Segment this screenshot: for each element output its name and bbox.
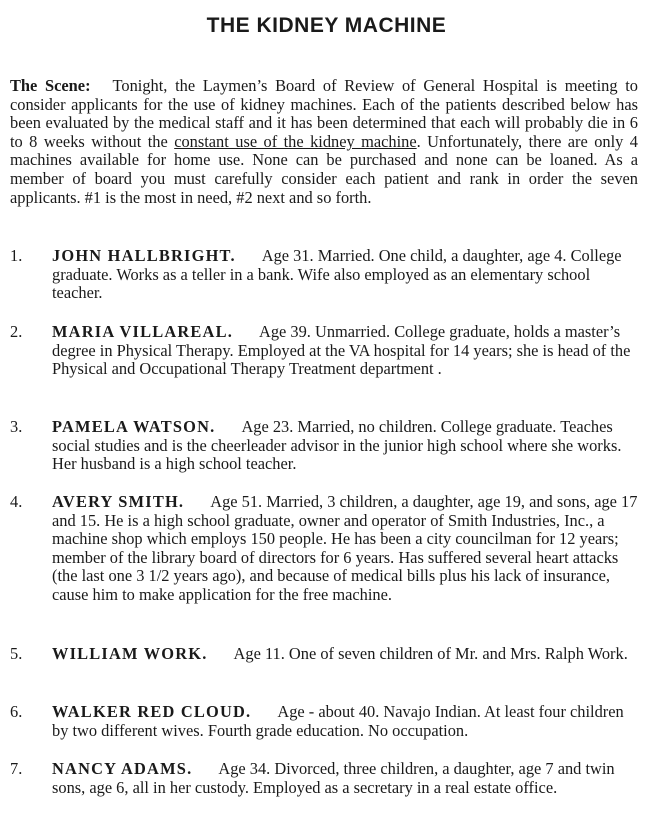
- patient-body: [52, 418, 640, 474]
- patient-description: Age 34. Divorced, three children, a daughter, age 7 and twin sons, age 6, all in her custody. Employed as a secretary in a real estate office.: [52, 759, 615, 797]
- patient-number: 3.: [10, 417, 23, 436]
- patient-description: Age 11. One of seven children of Mr. and Mrs. Ralph Work.: [233, 644, 628, 663]
- patient-body: [52, 247, 640, 303]
- patient-description: Age - about 40. Navajo Indian. At least four children by two different wives. Fourth grade education. No occupation.: [52, 702, 624, 740]
- patient-name: NANCY ADAMS.: [52, 759, 193, 778]
- patient-name: JOHN HALLBRIGHT.: [52, 246, 236, 265]
- patient-description: Age 51. Married, 3 children, a daughter, age 19, and sons, age 17 and 15. He is a high school graduate, owner and operator of Smith Industries, Inc., a machine shop which employs 150 people. He has been a city councilman for 12 years; member of the library board of directors for 6 years. Has suffered several heart attacks (the last one 3 1/2 years ago), and because of medical bills plus his lack of insurance, cause him to make application for the free machine.: [52, 492, 638, 604]
- patient-name: WILLIAM WORK.: [52, 644, 208, 663]
- patient-body: [52, 323, 640, 379]
- patient-description: Age 23. Married, no children. College graduate. Teaches social studies and is the cheerleader advisor in the junior high school where she works. Her husband is a high school teacher.: [52, 417, 622, 474]
- patient-description: Age 31. Married. One child, a daughter, age 4. College graduate. Works as a teller in a bank. Wife also employed as an elementary school teacher.: [52, 246, 622, 303]
- patient-item: [10, 493, 640, 605]
- patient-item: [10, 418, 640, 474]
- patient-body: [52, 645, 640, 664]
- patient-description: Age 39. Unmarried. College graduate, holds a master’s degree in Physical Therapy. Employed at the VA hospital for 14 years; she is head of the Physical and Occupational Therapy Treatment department .: [52, 322, 631, 379]
- patient-item: [10, 703, 640, 740]
- patient-item: [10, 760, 640, 797]
- patient-number: 6.: [10, 702, 23, 721]
- scene-paragraph: [10, 77, 638, 207]
- scene-underlined-text: constant use of the kidney machine: [174, 131, 417, 151]
- patient-item: [10, 323, 640, 379]
- patient-name: WALKER RED CLOUD.: [52, 702, 252, 721]
- scene-label: The Scene:: [10, 76, 91, 95]
- patient-number: 2.: [10, 322, 23, 341]
- patient-name: AVERY SMITH.: [52, 492, 185, 511]
- patient-name: MARIA VILLAREAL.: [52, 322, 234, 341]
- patient-number: 7.: [10, 759, 23, 778]
- patient-name: PAMELA WATSON.: [52, 417, 216, 436]
- scene-text-before: Tonight, the Laymen’s Board of Review of General Hospital is meeting to consider applicants for the use of kidney machines. Each of the patients described below has been evaluated by the medical staff and it has been determined that each will probably die in 6 to 8 weeks without the: [10, 76, 638, 151]
- patient-number: 1.: [10, 246, 23, 265]
- patient-body: [52, 493, 640, 605]
- scene-text-after: . Unfortunately, there are only 4 machines available for home use. None can be purchased and none can be loaned. As a member of board you must carefully consider each patient and rank in order the seven applicants. #1 is the most in need, #2 next and so forth.: [10, 131, 638, 207]
- patient-item: [10, 247, 640, 303]
- patient-body: [52, 760, 640, 797]
- patient-item: [10, 645, 640, 664]
- patient-number: 4.: [10, 492, 23, 511]
- patient-number: 5.: [10, 644, 23, 663]
- patient-body: [52, 703, 640, 740]
- document-title: THE KIDNEY MACHINE: [206, 14, 447, 37]
